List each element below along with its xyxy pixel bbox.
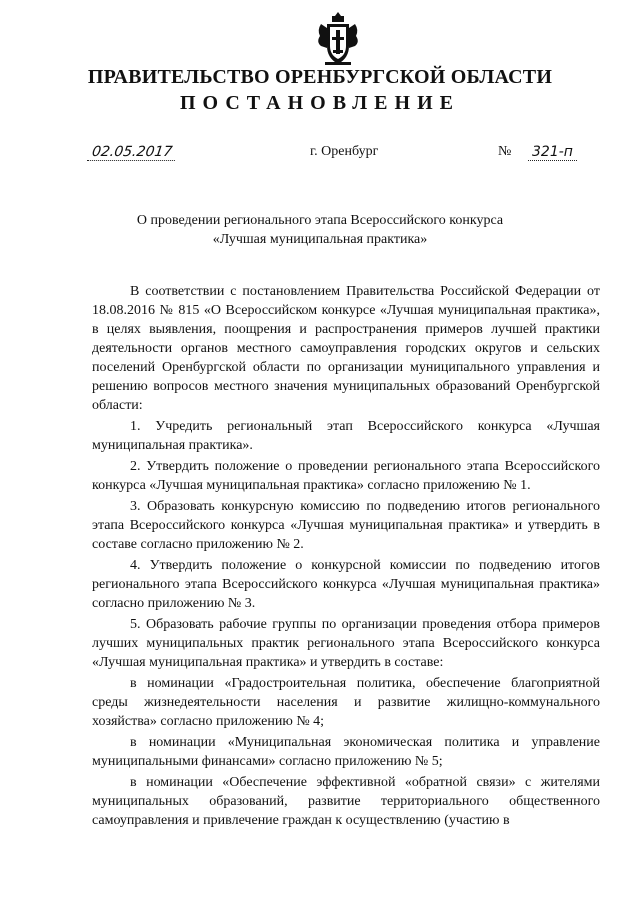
document-number: 321-п bbox=[528, 144, 577, 161]
paragraph-nomination-1: в номинации «Градостроительная политика, обеспечение благоприятной среды жизнедеятельности населения и развитие жилищно-коммунального хозяйства» согласно приложению № 4; bbox=[92, 676, 600, 729]
paragraph-item-3: 3. Образовать конкурсную комиссию по подведению итогов регионального этапа Всероссийского конкурса «Лучшая муниципальная практика» и утвердить в составе согласно приложению № 2. bbox=[92, 499, 600, 552]
document-date: 02.05.2017 bbox=[87, 144, 178, 161]
subject-line-2: «Лучшая муниципальная практика» bbox=[212, 232, 428, 247]
coat-of-arms-icon bbox=[315, 10, 361, 68]
paragraph-nomination-2: в номинации «Муниципальная экономическая политика и управление муниципальными финансами» согласно приложению № 5; bbox=[92, 735, 600, 769]
document-type: ПОСТАНОВЛЕНИЕ bbox=[180, 92, 460, 114]
document-body bbox=[92, 282, 600, 832]
organization-title: ПРАВИТЕЛЬСТВО ОРЕНБУРГСКОЙ ОБЛАСТИ bbox=[87, 66, 553, 88]
paragraph-item-4: 4. Утвердить положение о конкурсной комиссии по подведению итогов регионального этапа Всероссийского конкурса «Лучшая муниципальная практика» согласно приложению № 3. bbox=[92, 558, 600, 611]
paragraph-item-1: 1. Учредить региональный этап Всероссийского конкурса «Лучшая муниципальная практика». bbox=[92, 419, 600, 453]
document-city: г. Оренбург bbox=[310, 144, 379, 159]
subject-line-1: О проведении регионального этапа Всероссийского конкурса bbox=[136, 213, 504, 228]
document-subject bbox=[0, 211, 640, 249]
paragraph-nomination-3: в номинации «Обеспечение эффективной «обратной связи» с жителями муниципальных образований, развитие территориального общественного самоуправления и привлечение граждан к осуществлению (участию в bbox=[92, 775, 600, 828]
paragraph-item-2: 2. Утвердить положение о проведении регионального этапа Всероссийского конкурса «Лучшая муниципальная практика» согласно приложению № 1. bbox=[92, 459, 600, 493]
paragraph-preamble: В соответствии с постановлением Правительства Российской Федерации от 18.08.2016 № 815 «О Всероссийском конкурсе «Лучшая муниципальная практика», в целях выявления, поощрения и распространения примеров лучшей практики деятельности органов местного самоуправления городских округов и сельских поселений Оренбургской области по организации муниципального управления и решению вопросов местного значения муниципальных образований Оренбургской области: bbox=[92, 284, 600, 413]
number-label: № bbox=[498, 144, 512, 159]
paragraph-item-5: 5. Образовать рабочие группы по организации проведения отбора примеров лучших муниципальных практик регионального этапа Всероссийского конкурса «Лучшая муниципальная практика» и утвердить в составе: bbox=[92, 617, 600, 670]
